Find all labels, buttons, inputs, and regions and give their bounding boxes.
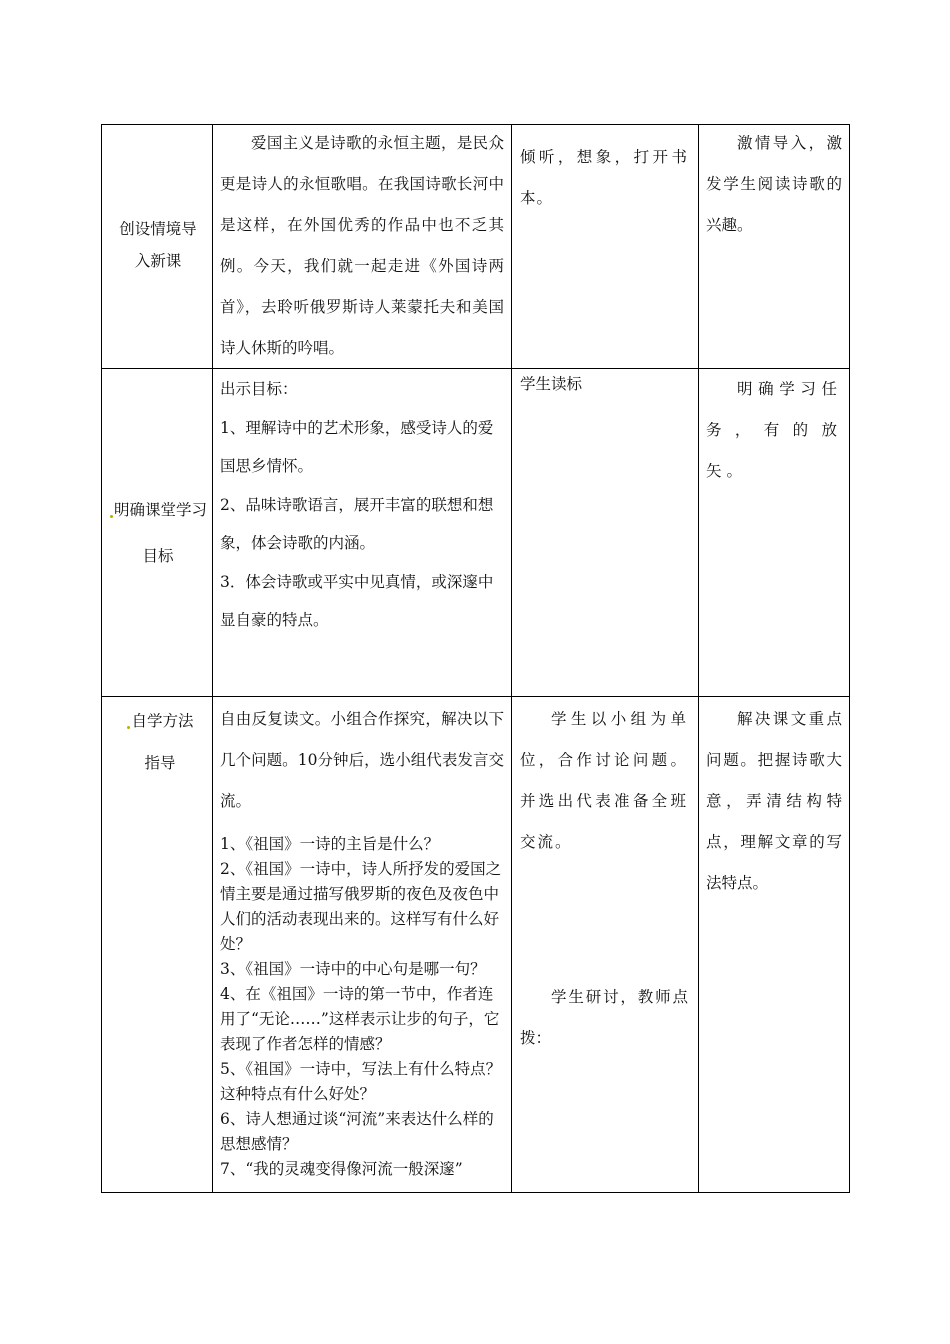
question-item: 3、《祖国》一诗中的中心句是哪一句？ (220, 960, 486, 978)
column-divider (511, 125, 512, 1192)
purpose-text: 激情导入，激发学生阅读诗歌的兴趣。 (706, 134, 842, 234)
goal-heading: 出示目标： (220, 380, 298, 398)
purpose-cell (706, 123, 842, 246)
student-activity-text: 学生以小组为单位，合作讨论问题。并选出代表准备全班交流。 (520, 710, 688, 851)
teacher-activity-cell (220, 370, 504, 640)
question-item: 7、“我的灵魂变得像河流一般深邃” (220, 1160, 463, 1178)
column-divider (698, 125, 699, 1192)
purpose-text: 解决课文重点问题。把握诗歌大意，弄清结构特点，理解文章的写法特点。 (706, 710, 842, 892)
teacher-intro-text: 自由反复读文。小组合作探究，解决以下几个问题。10分钟后，选小组代表发言交流。 (220, 710, 504, 810)
stage-cell (108, 487, 208, 579)
student-activity-text: 倾听，想象，打开书本。 (520, 148, 688, 207)
goal-item: 1、理解诗中的艺术形象，感受诗人的爱国思乡情怀。 (220, 418, 494, 475)
student-activity-cell (520, 977, 688, 1059)
question-item: 4、在《祖国》一诗的第一节中，作者连用了“无论……”这样表示让步的句子，它表现了作者怎样的情感？ (220, 985, 500, 1053)
marker-dot (110, 515, 113, 518)
stage-label: 创设情境导入新课 (119, 220, 197, 270)
purpose-cell (706, 369, 842, 492)
teacher-activity-cell (220, 123, 504, 369)
student-activity-cell (520, 372, 688, 396)
stage-label: 自学方法指导 (131, 712, 194, 772)
purpose-text: 明确学习任务，有的放矢。 (706, 380, 842, 480)
student-activity-text: 学生研讨，教师点拨： (520, 988, 688, 1047)
student-activity-text: 学生读标 (520, 375, 583, 393)
student-activity-cell (520, 699, 688, 863)
question-item: 1、《祖国》一诗的主旨是什么？ (220, 835, 440, 853)
row-divider (102, 696, 849, 697)
question-item: 6、诗人想通过谈“河流”来表达什么样的思想感情？ (220, 1110, 494, 1153)
teacher-activity-cell (220, 699, 504, 1182)
student-activity-cell (520, 137, 688, 219)
question-item: 5、《祖国》一诗中，写法上有什么特点？这种特点有什么好处？ (220, 1060, 502, 1103)
stage-cell (120, 700, 200, 784)
lesson-plan-table (101, 124, 850, 1193)
stage-label: 明确课堂学习目标 (113, 501, 207, 565)
goal-item: 3．体会诗歌或平实中见真情，或深邃中显自豪的特点。 (220, 572, 494, 629)
goal-item: 2、品味诗歌语言，展开丰富的联想和想象，体会诗歌的内涵。 (220, 495, 494, 552)
column-divider (212, 125, 213, 1192)
question-item: 2、《祖国》一诗中，诗人所抒发的爱国之情主要是通过描写俄罗斯的夜色及夜色中人们的活动表现出来的。这样写有什么好处？ (220, 860, 502, 953)
stage-cell (114, 213, 202, 277)
teacher-activity-text: 爱国主义是诗歌的永恒主题，是民众更是诗人的永恒歌唱。在我国诗歌长河中是这样，在外国优秀的作品中也不乏其例。今天，我们就一起走进《外国诗两首》，去聆听俄罗斯诗人莱蒙托夫和美国诗人休斯的吟唱。 (220, 134, 504, 357)
purpose-cell (706, 699, 842, 904)
